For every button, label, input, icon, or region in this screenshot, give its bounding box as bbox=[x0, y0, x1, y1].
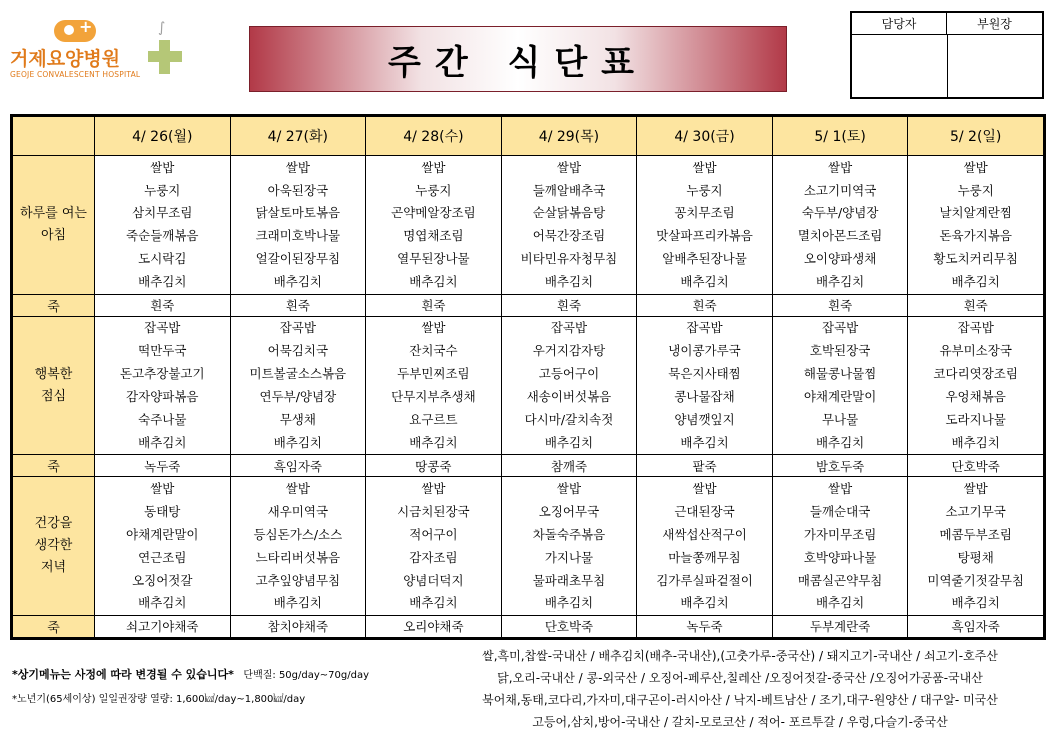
meal-cell bbox=[908, 156, 1044, 295]
porridge-cell: 흰죽 bbox=[230, 294, 366, 316]
porridge-cell: 흰죽 bbox=[908, 294, 1044, 316]
meal-label-line: 저녁 bbox=[40, 560, 67, 576]
menu-item: 도라지나물 bbox=[945, 411, 1006, 427]
medical-cross-icon bbox=[148, 40, 182, 74]
menu-item: 누룽지 bbox=[415, 182, 452, 198]
meal-cell bbox=[95, 477, 231, 616]
meal-cell bbox=[501, 156, 637, 295]
menu-item: 잡곡밥 bbox=[686, 320, 723, 336]
menu-item: 김가루실파겉절이 bbox=[656, 572, 753, 588]
menu-item: 냉이콩가루국 bbox=[668, 343, 741, 359]
meal-cell bbox=[366, 316, 502, 455]
menu-item: 코다리엿장조림 bbox=[933, 366, 1018, 382]
menu-item: 쌀밥 bbox=[556, 159, 582, 175]
origin-line: 고등어,삼치,방어-국내산 / 갈치-모로코산 / 적어- 포르투갈 / 우렁,다슬기-중국산 bbox=[532, 715, 948, 729]
menu-item: 느타리버섯볶음 bbox=[255, 549, 341, 565]
menu-item: 고추잎양념무침 bbox=[255, 572, 341, 588]
porridge-row bbox=[13, 294, 1044, 316]
menu-item: 쌀밥 bbox=[421, 159, 446, 175]
menu-item: 우거지감자탕 bbox=[532, 343, 606, 359]
menu-item: 명엽채조림 bbox=[403, 228, 464, 244]
title-banner bbox=[249, 26, 787, 92]
menu-item: 배추김치 bbox=[951, 274, 1000, 290]
meal-label-line: 생각한 bbox=[34, 538, 73, 554]
menu-item: 양념깻잎지 bbox=[674, 411, 735, 427]
meal-cell bbox=[95, 316, 231, 455]
logo-mark-icon bbox=[54, 20, 96, 42]
menu-item: 감자양파볶음 bbox=[126, 388, 199, 404]
menu-item: 도시락김 bbox=[138, 251, 187, 267]
menu-item: 어묵김치국 bbox=[267, 343, 329, 359]
menu-item: 단무지부추생채 bbox=[391, 388, 476, 404]
menu-item: 연근조림 bbox=[138, 549, 187, 565]
menu-item: 배추김치 bbox=[138, 274, 187, 290]
menu-item: 연두부/양념장 bbox=[259, 388, 337, 404]
menu-item: 잡곡밥 bbox=[144, 320, 181, 336]
day-header: 4/ 28(수) bbox=[366, 117, 502, 156]
menu-item: 배추김치 bbox=[951, 434, 1000, 450]
approval-box bbox=[850, 11, 1044, 99]
menu-item: 돈육가지볶음 bbox=[939, 228, 1012, 244]
approval-manager-label: 담당자 bbox=[852, 13, 947, 35]
menu-item: 잡곡밥 bbox=[821, 320, 859, 336]
menu-item: 근대된장국 bbox=[674, 503, 735, 519]
meal-label-line: 점심 bbox=[40, 388, 67, 404]
menu-item: 배추김치 bbox=[544, 434, 594, 450]
menu-item: 배추김치 bbox=[815, 595, 865, 611]
menu-item: 배추김치 bbox=[815, 274, 865, 290]
menu-item: 열무된장나물 bbox=[397, 251, 470, 267]
porridge-cell: 흰죽 bbox=[501, 294, 637, 316]
meal-cell bbox=[501, 316, 637, 455]
steam-icon: ∫ bbox=[158, 20, 166, 36]
menu-item: 쌀밥 bbox=[692, 159, 717, 175]
meal-cell bbox=[772, 316, 908, 455]
menu-item: 호박양파나물 bbox=[803, 549, 877, 565]
menu-item: 야채계란말이 bbox=[126, 526, 199, 542]
menu-item: 쌀밥 bbox=[963, 159, 988, 175]
menu-item: 양념더덕지 bbox=[403, 572, 464, 588]
menu-item: 야채계란말이 bbox=[803, 388, 877, 404]
meal-label-line: 건강을 bbox=[34, 516, 73, 532]
meal-cell bbox=[772, 156, 908, 295]
menu-item: 매콤실곤약무침 bbox=[797, 572, 883, 588]
menu-item: 누룽지 bbox=[957, 182, 994, 198]
menu-item: 쌀밥 bbox=[150, 480, 175, 496]
menu-item: 잡곡밥 bbox=[550, 320, 588, 336]
porridge-label: 죽 bbox=[13, 294, 95, 316]
menu-item: 멸치아몬드조림 bbox=[797, 228, 883, 244]
day-header: 4/ 27(화) bbox=[230, 117, 366, 156]
menu-item: 배추김치 bbox=[409, 595, 458, 611]
menu-item: 쌀밥 bbox=[285, 480, 310, 496]
menu-item: 가자미무조림 bbox=[803, 526, 877, 542]
porridge-cell: 밤호두죽 bbox=[772, 455, 908, 477]
menu-item: 쌀밥 bbox=[828, 480, 853, 496]
meal-cell bbox=[501, 477, 637, 616]
menu-item: 동태탕 bbox=[144, 503, 181, 519]
menu-item: 크래미호박나물 bbox=[255, 228, 341, 244]
menu-item: 누룽지 bbox=[144, 182, 181, 198]
porridge-label: 죽 bbox=[13, 615, 95, 637]
meal-cell bbox=[908, 477, 1044, 616]
protein-note: 단백질: 50g/day~70g/day bbox=[243, 670, 369, 681]
menu-item: 배추김치 bbox=[544, 274, 594, 290]
corner-cell bbox=[13, 117, 95, 156]
meal-cell bbox=[366, 477, 502, 616]
porridge-cell: 참깨죽 bbox=[501, 455, 637, 477]
menu-item: 요구르트 bbox=[409, 411, 458, 427]
porridge-row bbox=[13, 615, 1044, 637]
hospital-english-name: GEOJE CONVALESCENT HOSPITAL bbox=[10, 70, 141, 79]
menu-item: 잡곡밥 bbox=[957, 320, 994, 336]
meal-row bbox=[13, 316, 1044, 455]
menu-item: 배추김치 bbox=[409, 434, 458, 450]
porridge-label: 죽 bbox=[13, 455, 95, 477]
menu-item: 등심돈가스/소스 bbox=[253, 526, 343, 542]
menu-item: 오징어젓갈 bbox=[132, 572, 193, 588]
menu-item: 시금치된장국 bbox=[397, 503, 470, 519]
menu-item: 배추김치 bbox=[273, 595, 322, 611]
porridge-cell: 오리야채죽 bbox=[366, 615, 502, 637]
meal-cell bbox=[908, 316, 1044, 455]
menu-item: 배추김치 bbox=[544, 595, 594, 611]
menu-item: 탕평채 bbox=[957, 549, 994, 565]
menu-item: 쌀밥 bbox=[692, 480, 717, 496]
weekly-menu-table bbox=[10, 114, 1046, 640]
menu-item: 숙두부/양념장 bbox=[801, 205, 879, 221]
day-header: 4/ 29(목) bbox=[501, 117, 637, 156]
energy-note: *노년기(65세이상) 일일권장량 열량: 1,600㎉/day~1,800㎉/day bbox=[12, 694, 306, 705]
menu-item: 새우미역국 bbox=[267, 503, 329, 519]
menu-item: 쌀밥 bbox=[421, 480, 446, 496]
day-header: 4/ 26(월) bbox=[95, 117, 231, 156]
menu-item: 배추김치 bbox=[138, 434, 187, 450]
meal-label bbox=[13, 156, 95, 295]
menu-item: 죽순들깨볶음 bbox=[126, 228, 199, 244]
menu-item: 꽁치무조림 bbox=[674, 205, 735, 221]
menu-item: 배추김치 bbox=[951, 595, 1000, 611]
meal-cell bbox=[95, 156, 231, 295]
hospital-logo bbox=[8, 20, 178, 100]
menu-item: 쌀밥 bbox=[556, 480, 582, 496]
porridge-cell: 녹두죽 bbox=[637, 615, 773, 637]
meal-label-line: 아침 bbox=[40, 227, 67, 243]
menu-item: 날치알계란찜 bbox=[939, 205, 1012, 221]
meal-row bbox=[13, 156, 1044, 295]
porridge-cell: 흰죽 bbox=[95, 294, 231, 316]
menu-item: 오이양파생채 bbox=[803, 251, 877, 267]
meal-label bbox=[13, 316, 95, 455]
meal-label bbox=[13, 477, 95, 616]
day-header-row bbox=[13, 117, 1044, 156]
porridge-cell: 흰죽 bbox=[366, 294, 502, 316]
menu-item: 콩나물잡채 bbox=[674, 388, 735, 404]
menu-item: 쌀밥 bbox=[150, 159, 175, 175]
origin-info bbox=[430, 645, 1050, 733]
menu-item: 비타민유자청무침 bbox=[520, 251, 618, 267]
menu-item: 닭살토마토볶음 bbox=[255, 205, 341, 221]
menu-item: 무생채 bbox=[279, 411, 316, 427]
menu-item: 해물콩나물찜 bbox=[803, 366, 877, 382]
menu-item: 배추김치 bbox=[680, 274, 729, 290]
menu-item: 우엉채볶음 bbox=[945, 388, 1006, 404]
porridge-cell: 흑임자죽 bbox=[908, 615, 1044, 637]
meal-label-line: 하루를 여는 bbox=[20, 205, 87, 221]
menu-item: 순살닭볶음탕 bbox=[532, 205, 606, 221]
porridge-cell: 팥죽 bbox=[637, 455, 773, 477]
menu-item: 삼치무조림 bbox=[132, 205, 193, 221]
menu-item: 알배추된장나물 bbox=[662, 251, 747, 267]
menu-item: 곤약메알장조림 bbox=[391, 205, 476, 221]
menu-item: 맛살파프리카볶음 bbox=[656, 228, 753, 244]
menu-item: 다시마/갈치속젓 bbox=[524, 411, 614, 427]
menu-item: 메콤두부조림 bbox=[939, 526, 1012, 542]
meal-cell bbox=[772, 477, 908, 616]
menu-item: 가지나물 bbox=[544, 549, 594, 565]
meal-cell bbox=[637, 156, 773, 295]
menu-item: 떡만두국 bbox=[138, 343, 187, 359]
menu-item: 배추김치 bbox=[273, 434, 322, 450]
menu-item: 배추김치 bbox=[815, 434, 865, 450]
change-notice-text: *상기메뉴는 사정에 따라 변경될 수 있습니다* bbox=[12, 668, 234, 681]
menu-item: 묵은지사태찜 bbox=[668, 366, 741, 382]
hospital-name: 거제요양병원 bbox=[10, 48, 121, 70]
menu-item: 들깨알배추국 bbox=[532, 182, 606, 198]
meal-cell bbox=[637, 316, 773, 455]
porridge-cell: 흰죽 bbox=[637, 294, 773, 316]
menu-item: 어묵간장조림 bbox=[532, 228, 606, 244]
menu-item: 무나물 bbox=[821, 411, 859, 427]
menu-item: 숙주나물 bbox=[138, 411, 187, 427]
porridge-row bbox=[13, 455, 1044, 477]
menu-item: 쌀밥 bbox=[285, 159, 310, 175]
menu-item: 잔치국수 bbox=[409, 343, 458, 359]
page-title: 주간 식단표 bbox=[387, 42, 649, 83]
porridge-cell: 단호박죽 bbox=[908, 455, 1044, 477]
menu-item: 오징어무국 bbox=[538, 503, 600, 519]
porridge-cell: 두부계란죽 bbox=[772, 615, 908, 637]
menu-item: 차돌숙주볶음 bbox=[532, 526, 606, 542]
meal-cell bbox=[230, 156, 366, 295]
meal-label-line: 행복한 bbox=[34, 366, 73, 382]
menu-item: 얼갈이된장무침 bbox=[255, 251, 341, 267]
meal-row bbox=[13, 477, 1044, 616]
menu-item: 미역줄기젓갈무침 bbox=[927, 572, 1024, 588]
day-header: 4/ 30(금) bbox=[637, 117, 773, 156]
menu-item: 미트볼굴소스볶음 bbox=[249, 366, 347, 382]
meal-cell bbox=[366, 156, 502, 295]
menu-item: 배추김치 bbox=[273, 274, 322, 290]
menu-item: 배추김치 bbox=[680, 434, 729, 450]
menu-item: 누룽지 bbox=[686, 182, 723, 198]
menu-item: 새싹섭산적구이 bbox=[662, 526, 747, 542]
origin-line: 닭,오리-국내산 / 콩-외국산 / 오징어-페루산,칠레산 /오징어젓갈-중국산 /오징어가공품-국내산 bbox=[497, 671, 983, 685]
menu-item: 돈고추장불고기 bbox=[120, 366, 205, 382]
menu-item: 소고기무국 bbox=[945, 503, 1006, 519]
meal-cell bbox=[230, 477, 366, 616]
origin-line: 쌀,흑미,찹쌀-국내산 / 배추김치(배추-국내산),(고춧가루-중국산) / 돼지고기-국내산 / 쇠고기-호주산 bbox=[482, 649, 998, 663]
menu-item: 적어구이 bbox=[409, 526, 458, 542]
menu-item: 감자조림 bbox=[409, 549, 458, 565]
menu-item: 배추김치 bbox=[409, 274, 458, 290]
origin-line: 북어채,동태,코다리,가자미,대구곤이-러시아산 / 낙지-베트남산 / 조기,대구-원양산 / 대구알- 미국산 bbox=[482, 693, 998, 707]
menu-item: 배추김치 bbox=[138, 595, 187, 611]
change-notice bbox=[12, 666, 369, 682]
day-header: 5/ 1(토) bbox=[772, 117, 908, 156]
meal-cell bbox=[637, 477, 773, 616]
menu-item: 쌀밥 bbox=[963, 480, 988, 496]
menu-item: 소고기미역국 bbox=[803, 182, 877, 198]
porridge-cell: 쇠고기야채죽 bbox=[95, 615, 231, 637]
menu-item: 물파래초무침 bbox=[532, 572, 606, 588]
menu-item: 유부미소장국 bbox=[939, 343, 1012, 359]
menu-item: 들깨순대국 bbox=[809, 503, 871, 519]
menu-item: 두부민찌조림 bbox=[397, 366, 470, 382]
porridge-cell: 흑임자죽 bbox=[230, 455, 366, 477]
day-header: 5/ 2(일) bbox=[908, 117, 1044, 156]
menu-item: 새송이버섯볶음 bbox=[526, 388, 612, 404]
menu-item: 배추김치 bbox=[680, 595, 729, 611]
porridge-cell: 단호박죽 bbox=[501, 615, 637, 637]
porridge-cell: 참치야채죽 bbox=[230, 615, 366, 637]
meal-cell bbox=[230, 316, 366, 455]
menu-item: 쌀밥 bbox=[828, 159, 853, 175]
menu-item: 쌀밥 bbox=[421, 320, 446, 336]
porridge-cell: 녹두죽 bbox=[95, 455, 231, 477]
menu-item: 황도치커리무침 bbox=[933, 251, 1018, 267]
menu-item: 호박된장국 bbox=[809, 343, 871, 359]
menu-item: 잡곡밥 bbox=[279, 320, 316, 336]
approval-vice-director-label: 부원장 bbox=[947, 13, 1042, 35]
menu-item: 고등어구이 bbox=[538, 366, 600, 382]
menu-item: 아욱된장국 bbox=[267, 182, 329, 198]
porridge-cell: 흰죽 bbox=[772, 294, 908, 316]
menu-item: 마늘쫑깨무침 bbox=[668, 549, 741, 565]
porridge-cell: 땅콩죽 bbox=[366, 455, 502, 477]
